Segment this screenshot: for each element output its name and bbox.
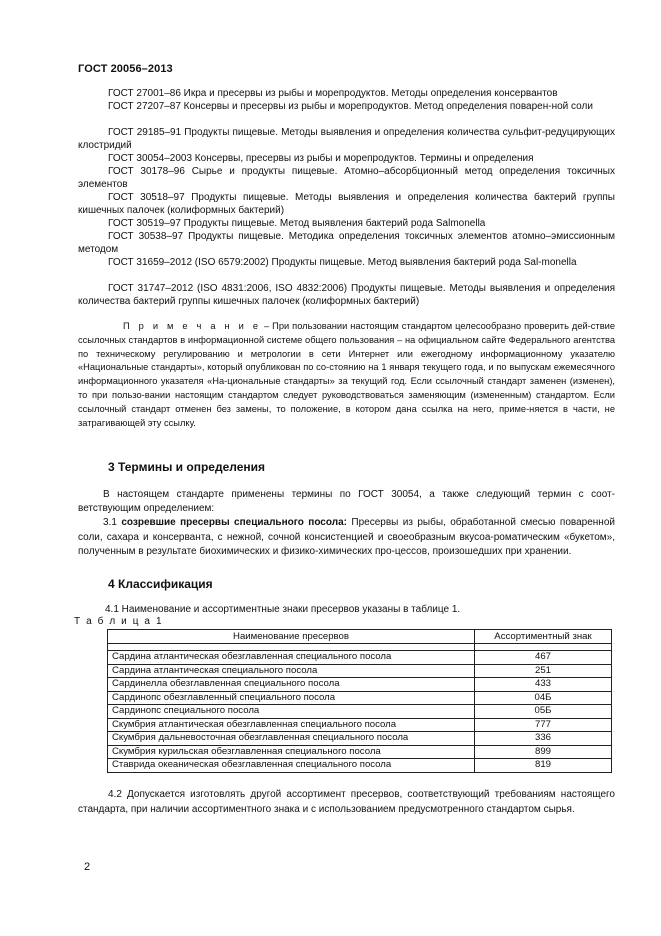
paragraph-4-2-block <box>78 788 615 817</box>
table-cell-name: Скумбрия дальневосточная обезглавленная специального посола <box>108 732 475 746</box>
table-cell-name: Сардинопс специального посола <box>108 705 475 719</box>
term-definition <box>78 516 615 559</box>
document-header: ГОСТ 20056–2013 <box>78 63 173 75</box>
table-cell-name: Ставрида океаническая обезглавленная специального посола <box>108 759 475 773</box>
reference-item: ГОСТ 30538–97 Продукты пищевые. Методика определения токсичных элементов атомно–эмиссионным методом <box>78 231 615 256</box>
table-cell-name: Скумбрия атлантическая обезглавленная специального посола <box>108 718 475 732</box>
table-cell-code: 819 <box>475 759 612 773</box>
reference-item: ГОСТ 30054–2003 Консервы, пресервы из рыбы и морепродуктов. Термины и определения <box>108 153 534 164</box>
table-row <box>108 651 612 665</box>
page-number: 2 <box>84 861 91 873</box>
section-title: 3 Термины и определения <box>108 460 266 474</box>
reference-item: ГОСТ 29185–91 Продукты пищевые. Методы выявления и определения количества сульфит-редуцирующих клостридий <box>78 127 615 152</box>
section-title: 4 Классификация <box>108 577 213 591</box>
table-row <box>108 705 612 719</box>
table-cell-name: Сардинопс обезглавленный специального посола <box>108 691 475 705</box>
table-row <box>108 732 612 746</box>
table-row <box>108 718 612 732</box>
section3-intro: В настоящем стандарте применены термины по ГОСТ 30054, а также следующий термин с соот-ветствующим определением: <box>78 489 615 515</box>
table-spacer-row <box>108 644 612 651</box>
reference-item: ГОСТ 31747–2012 (ISO 4831:2006, ISO 4832:2006) Продукты пищевые. Методы выявления и определения количества бактерий группы кишечных палочек (колиформных бактерий) <box>78 283 615 308</box>
reference-item: ГОСТ 31659–2012 (ISO 6579:2002) Продукты пищевые. Метод выявления бактерий рода Sal-monella <box>108 257 577 268</box>
table-cell-code: 467 <box>475 651 612 665</box>
table-cell-code: 433 <box>475 678 612 692</box>
table-row <box>108 759 612 773</box>
term-name: созревшие пресервы специального посола: <box>121 517 347 529</box>
note-text: – При пользовании настоящим стандартом целесообразно проверить дей-ствие ссылочных стандартов в информационной системе общего пользования – на официальном сайте Федерального агентства по техническому регулированию и метрологии в сети Интернет или ежегодному информационному указателю «Национальные стандарты», который опубликован по со-стоянию на 1 января текущего года, и по выпускам ежемесячного информационного указателя «На-циональные стандарты» за текущий год. Если ссылочный стандарт заменен (изменен), то при пользо-вании настоящим стандартом следует руководствоваться заменяющим (измененным) стандартом. Если ссылочный стандарт отменен без замены, то положение, в котором дана ссылка на него, приме-няется в части, не затрагивающей эту ссылку. <box>78 321 615 428</box>
table-header-code: Ассортиментный знак <box>475 630 612 644</box>
paragraph-4-1: 4.1 Наименование и ассортиментные знаки пресервов указаны в таблице 1. <box>105 604 461 615</box>
table-cell-code: 05Б <box>475 705 612 719</box>
table-cell-name: Сардина атлантическая специального посола <box>108 664 475 678</box>
reference-item: ГОСТ 30518–97 Продукты пищевые. Методы выявления и определения количества бактерий группы кишечных палочек (колиформных бактерий) <box>78 192 615 217</box>
table-cell-code: 899 <box>475 745 612 759</box>
table-cell-code: 251 <box>475 664 612 678</box>
section3-body <box>78 488 615 559</box>
table-row <box>108 745 612 759</box>
reference-item: ГОСТ 27207–87 Консервы и пресервы из рыбы и морепродуктов. Метод определения поварен-ной соли <box>108 101 593 112</box>
table-cell-code: 777 <box>475 718 612 732</box>
table-header-name: Наименование пресервов <box>108 630 475 644</box>
term-label: 3.1 <box>103 517 122 529</box>
table-cell-code: 336 <box>475 732 612 746</box>
note-lead: П р и м е ч а н и е <box>123 321 261 331</box>
table-cell-name: Сардинелла обезглавленная специального посола <box>108 678 475 692</box>
reference-item: ГОСТ 27001–86 Икра и пресервы из рыбы и морепродуктов. Методы определения консервантов <box>108 88 558 99</box>
table-row <box>108 691 612 705</box>
note-block <box>78 320 615 430</box>
table-header-row <box>108 630 612 644</box>
table-cell-name: Скумбрия курильская обезглавленная специального посола <box>108 745 475 759</box>
reference-item: ГОСТ 30178–96 Сырье и продукты пищевые. Атомно–абсорбционный метод определения токсичных элементов <box>78 166 615 191</box>
reference-item: ГОСТ 30519–97 Продукты пищевые. Метод выявления бактерий рода Salmonella <box>108 218 486 229</box>
term-text: Пресервы из рыбы, обработанной смесью поваренной соли, сахара и консерванта, с нежной, сочной консистенцией и своеобразным вкусоа-роматическим «букетом», полученным в результате биохимических и физико-химических про-цессов, произошедших при хранении. <box>78 517 615 557</box>
assortment-table <box>107 629 612 773</box>
table-row <box>108 664 612 678</box>
table-cell-code: 04Б <box>475 691 612 705</box>
table-cell-name: Сардина атлантическая обезглавленная специального посола <box>108 651 475 665</box>
table-label: Т а б л и ц а 1 <box>74 616 164 627</box>
table-row <box>108 678 612 692</box>
paragraph-4-2: 4.2 Допускается изготовлять другой ассортимент пресервов, соответствующий требованиям настоящего стандарта, при наличии ассортиментного знака и с использованием предусмотренного стандартом сырья. <box>78 789 615 815</box>
